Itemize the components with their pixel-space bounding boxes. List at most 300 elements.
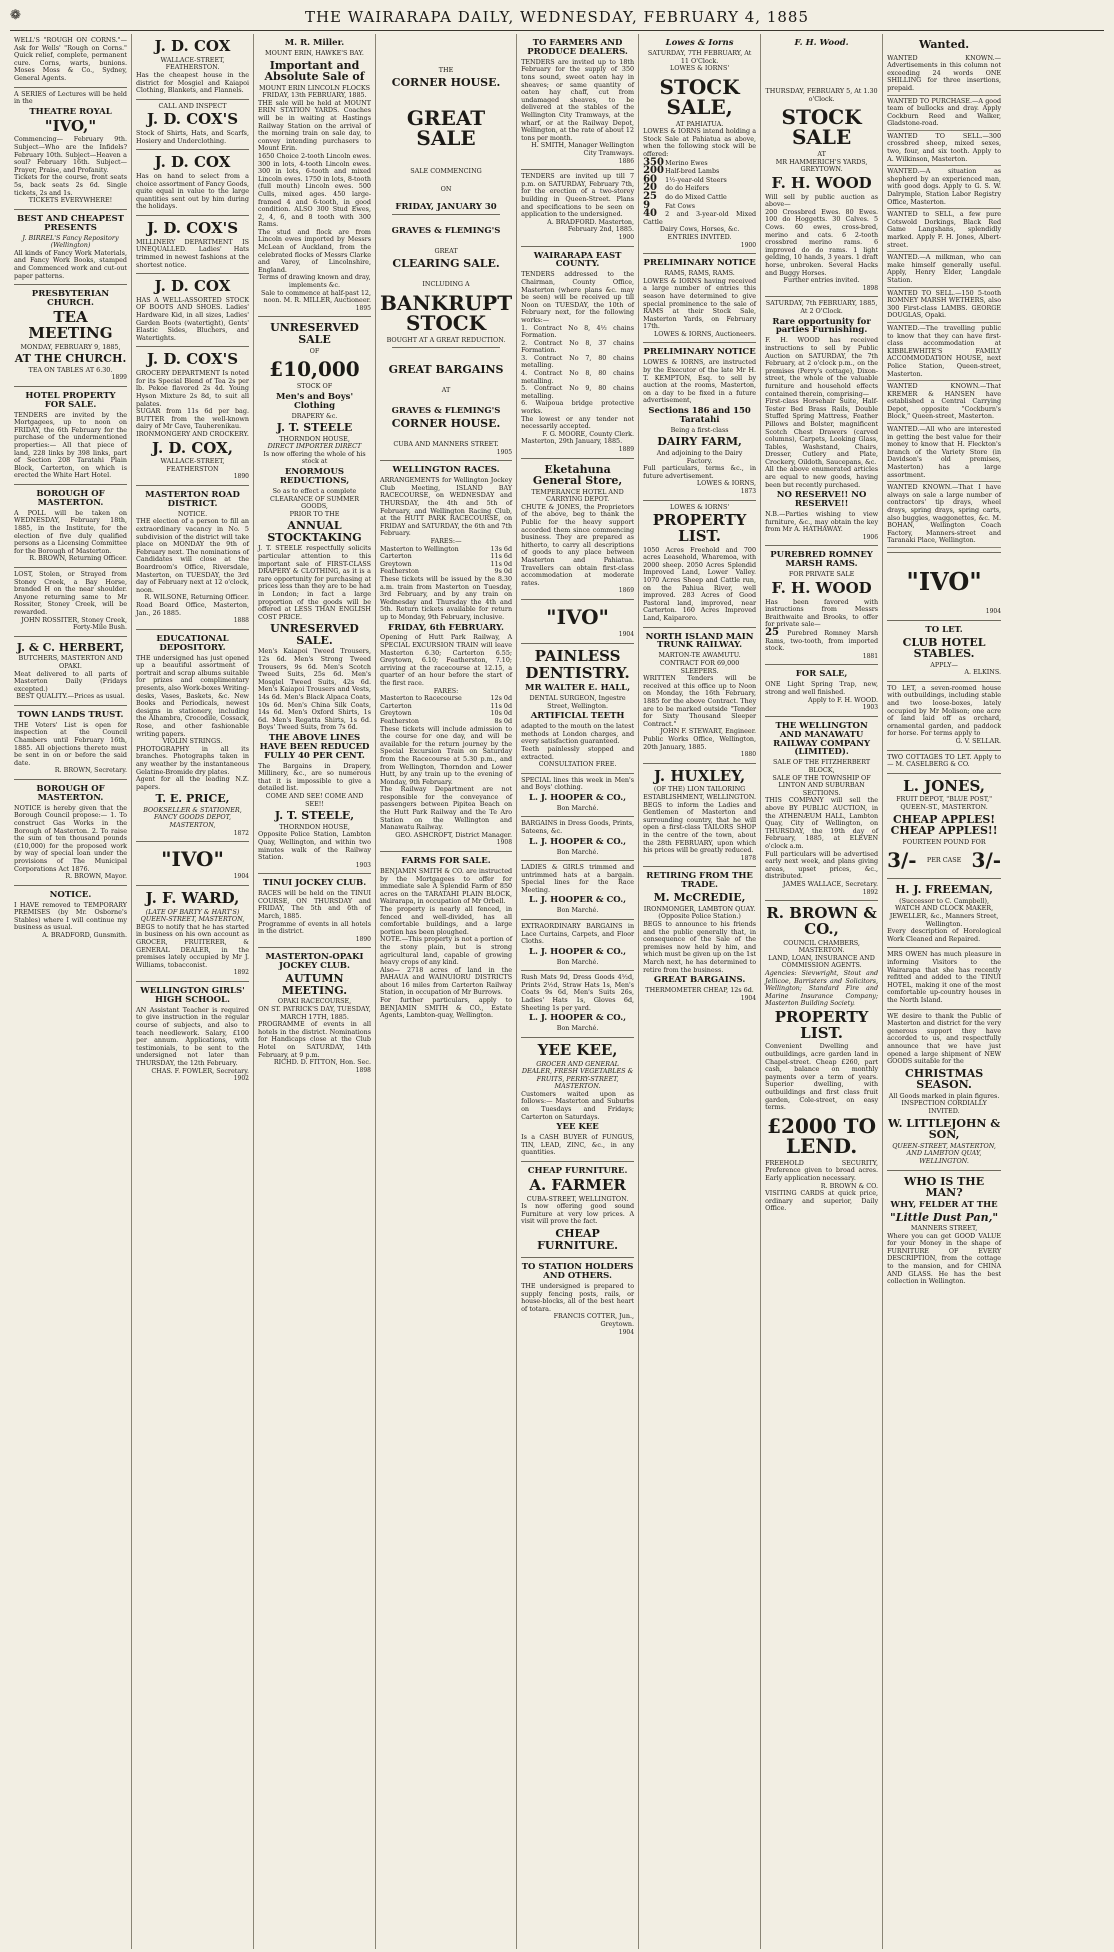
ad-text: These tickets will include admission to the course for one day, and will be available for the return journey by the Special Excursion Train on Saturday from the Racecourse at 5.30 p.m., and from Wellington, Thorndon and Lower Hutt, by any train up to the evening of Monday, 9th February. — [380, 724, 513, 786]
stock-count: 40 — [643, 208, 657, 220]
ad-text: All the above enumerated articles are equal to new goods, having been but recently purchased. — [765, 465, 879, 489]
column-1 — [10, 34, 132, 1949]
stock-row — [643, 210, 756, 226]
ad-number: 1898 — [862, 284, 879, 292]
ad-text: TENDERS addressed to the Chairman, County Office, Masterton (where plans &c. may be seen) will be received up till Noon on TUESDAY, the 10th of February next, for the following works:— — [521, 270, 635, 324]
ad-text: Full particulars, terms &c., in future advertisement. — [643, 464, 757, 480]
ad-text: Road Board Office, Masterton, Jan., 26 1885. — [136, 601, 249, 617]
column-7 — [761, 34, 883, 1949]
ad-signature: JAMES WALLACE, Secretary. — [782, 879, 879, 888]
ad-text: Also— 2718 acres of land in the PAHAUA and WAINUIORU DISTRICTS about 16 miles from Carterton Railway Station, in occupation of Mr Burrows. — [380, 965, 513, 997]
wanted-list — [887, 53, 1001, 548]
ad-heading: PRELIMINARY NOTICE — [643, 347, 756, 358]
ad-subheading: J. BIRREL'S Fancy Repository (Wellington) — [22, 233, 119, 250]
fare-row-cell: 12s 0d — [490, 694, 513, 703]
ad-freeman-watchmaker — [887, 879, 1001, 948]
fare-row-cell: Carterton — [380, 701, 412, 710]
ad-text: TICKETS EVERYWHERE! — [28, 196, 113, 205]
ad-heading: FOR SALE, — [795, 669, 848, 680]
ad-heading: MR WALTER E. HALL, — [525, 683, 631, 694]
ad-dentistry — [521, 644, 634, 774]
stock-row — [643, 167, 756, 176]
ad-subheading: THORNDON HOUSE, — [279, 822, 350, 831]
fare-row-cell: Masterton to Racecourse — [380, 694, 462, 703]
ad-heading: THEATRE ROYAL — [29, 106, 112, 117]
ad-text: Men's Kaiapoi Tweed Trousers, 12s 6d. Men's Strong Tweed Trousers, 9s 6d. Men's Scotch Tweed Suits, 25s 6d. Men's Mosgiel Tweed Suits, 42s 6d. Men's Kaiapoi Trousers and Vests, 14s 6d. Men's Black Alpaca Coats, 10s 6d. Men's China Silk Coats, 14s 6d. Men's Oxford Shirts, 1s 6d. Men's Regatta Shirts, 1s 6d. Boys' Tweed Suits, from 7s 6d. — [258, 647, 371, 732]
ad-signature: LOWES & IORNS, Auctioneers. — [654, 329, 757, 338]
ad-subheading: FOR PRIVATE SALE — [788, 570, 855, 579]
ad-subheading: FARES: — [433, 686, 459, 695]
ad-opaki-jockey — [258, 948, 371, 1078]
ad-ivo-3 — [521, 600, 634, 644]
ad-text: SATURDAY, 7TH FEBRUARY, At 11 O'Clock. — [647, 48, 752, 65]
ad-text: SATURDAY, 7th FEBRUARY, 1885, At 2 O'Clock. — [765, 299, 878, 315]
ad-text: ONE Light Spring Trap, new, strong and well finished. — [765, 680, 879, 696]
ad-heading: NORTH ISLAND MAIN TRUNK RAILWAY. — [645, 631, 754, 651]
ad-text: J. T. STEELE respectfully solicits particular attention to this important sale of FIRST-CLASS DRAPERY & CLOTHING, as it is a rare opportunity for purchasing at prices less than they are to be had in London; in fact a large proportion of the goods will be offered at LESS THAN ENGLISH COST PRICE. — [258, 544, 371, 621]
ad-text: BARGAINS in Dress Goods, Prints, Sateens, &c. — [521, 819, 635, 835]
ad-number: 1889 — [618, 446, 635, 453]
ad-subheading: Bon Marché. — [556, 906, 599, 915]
ad-text: All kinds of Fancy Work Materials, and Fancy Work Books, stamped and Commenced work and cut-out paper patterns. — [14, 248, 127, 280]
ad-heading: TINUI JOCKEY CLUB. — [262, 878, 367, 889]
ad-number: 1880 — [740, 751, 757, 759]
ad-number: 1908 — [496, 839, 513, 847]
ad-text: All Goods marked in plain figures. — [888, 1091, 1000, 1100]
ad-subheading: THORNDON HOUSE, — [279, 434, 350, 443]
ad-subheading: AT PAHIATUA. — [675, 119, 724, 128]
ad-heading: STOCK SALE — [781, 105, 862, 150]
ad-heading: UNRESERVED SALE — [270, 321, 359, 346]
ad-subheading: OPAKI RACECOURSE, — [277, 997, 352, 1006]
ad-text: BENJAMIN SMITH & CO. are instructed by the Mortgagees to offer for immediate sale A Splendid Farm of 850 acres on the TARATAHI PLAIN BLOCK, Wairarapa, in occupation of Mr Orbell. — [380, 866, 513, 906]
ad-text: LOWES & IORNS, are instructed by the Executor of the late Mr H. T. KEMPTON, Esq. to sell by auction at the rooms, Masterton, on a day to be fixed in a future advertisement, — [643, 358, 757, 405]
ad-heading: J. D. COX — [154, 277, 231, 296]
contract-item: 6. Waipoua bridge protective works. — [521, 399, 635, 416]
ad-subheading: RAMS, RAMS, RAMS. — [664, 269, 735, 278]
ad-yee-kee — [521, 1038, 634, 1162]
ad-text: I HAVE removed to TEMPORARY PREMISES (by Mr. Osborne's Stables) where I will continue my business as usual. — [14, 900, 127, 932]
ad-number: 1904 — [618, 631, 635, 638]
ad-subheading: BOOKSELLER & STATIONER, FANCY GOODS DEPOT, MASTERTON, — [143, 805, 242, 830]
ad-text: Customers waited upon as follows:— Masterton and Suburbs on Tuesdays and Fridays; Carterton on Saturdays. — [521, 1089, 635, 1121]
ad-heading: Lowes & Iorns — [665, 38, 734, 48]
ad-text: Has the cheapest house in the district for Mosgiel and Kaiapoi Clothing, Blankets, and Flannels. — [136, 70, 249, 95]
ad-text: Is now offering the whole of his stock at — [263, 449, 366, 466]
ad-text: Where you can get GOOD VALUE for your Money in the shape of FURNITURE OF EVERY DESCRIPTION, from the cottage to the mansion, and for CHINA AND GLASS. He has the best collection in Wellington. — [887, 1231, 1002, 1286]
ad-littlejohn — [887, 1010, 1001, 1171]
ad-text: WE desire to thank the Public of Masterton and district for the very generous support they have accorded to us, and respectfully announce that we have just opened a large shipment of NEW GOODS suitable for the — [887, 1011, 1002, 1066]
ad-number: 1869 — [618, 587, 635, 595]
wanted-item: WANTED KNOWN.—That KREMER & HANSEN have established a Central Carrying Depot, opposite "Cockburn's Block," Queen-street, Masterton. — [887, 381, 1001, 424]
ad-text: Tickets for the course, front seats 5s, back seats 2s 6d. Single tickets, 2s and 1s. — [14, 173, 127, 197]
fare-row-cell: 11s 6d — [490, 552, 513, 561]
ad-heading: PRELIMINARY NOTICE — [643, 258, 756, 269]
ad-text: Terms of drawing known and dray, implements &c. — [258, 273, 371, 290]
ad-text: Stock of Shirts, Hats, and Scarfs, Hosiery and Underclothing. — [136, 129, 249, 145]
wanted-item: WANTED.—A milkman, who can make himself generally useful. Apply, Henry Elder, Langdale Station. — [887, 252, 1001, 287]
ad-bradford-tender — [521, 170, 634, 246]
ad-herbert-butchers — [14, 637, 127, 706]
ad-heading: M. R. Miller. — [284, 38, 345, 48]
ad-text: Every description of Horological Work Cleaned and Repaired. — [887, 927, 1002, 943]
ad-subheading: MOUNT ERIN LINCOLN FLOCKS — [259, 83, 370, 92]
stock-count: 20 — [643, 182, 657, 194]
fares-table — [380, 546, 512, 576]
ad-text: adapted to the mouth on the latest methods at London charges, and every satisfaction guaranteed. — [521, 722, 635, 746]
ad-text: The property is nearly all fenced, in fenced and well-divided, has all comfortable buildings, and a large portion has been ploughed. — [380, 904, 513, 936]
ad-heading: F. H. Wood. — [794, 38, 849, 48]
ad-subheading: SALE OF THE FITZHERBERT BLOCK, — [772, 758, 871, 774]
ad-text: MONDAY, FEBRUARY 9, 1885, — [20, 342, 121, 351]
ad-heading: PROPERTY LIST. — [652, 511, 747, 545]
ad-heading: W. LITTLEJOHN & SON, — [887, 1116, 1001, 1142]
ad-text: AT — [817, 150, 826, 159]
ad-text: RACES will be held on the TINUI COURSE, ON THURSDAY and FRIDAY, The 5th and 6th of March, 1885. — [258, 889, 371, 921]
ad-text: Is now offering good sound Furniture at very low prices. A visit will prove the fact. — [521, 1202, 635, 1226]
ad-tramways-tender — [521, 34, 634, 170]
ad-number: 1904 — [740, 994, 757, 1002]
stock-description: Merino Ewes — [665, 158, 708, 167]
ad-heading: Sections 186 and 150 Taratahi — [648, 405, 751, 425]
ad-heading: WHY, FELDER AT THE — [890, 1199, 998, 1210]
ad-heading: A. FARMER — [529, 1175, 626, 1194]
ad-heading: L. JONES, — [903, 776, 985, 795]
ad-heading: R. BROWN & CO., — [766, 904, 877, 938]
ad-heading: WELLINGTON GIRLS' HIGH SCHOOL. — [140, 985, 245, 1005]
ad-brown-agents — [765, 901, 878, 1217]
ad-heading: F. H. WOOD — [771, 578, 872, 597]
ad-east-county — [521, 247, 634, 459]
ad-subheading: MR HAMMERICH'S YARDS, GREYTOWN. — [775, 157, 868, 174]
ad-text: CUBA AND MANNERS STREET. — [393, 440, 499, 449]
stock-description: 1½-year-old Steers — [665, 175, 727, 184]
ad-subheading: GROCER AND GENERAL DEALER, FRESH VEGETABLES & FRUITS, PERRY-STREET, MASTERTON. — [521, 1059, 634, 1091]
ad-text: TENDERS are invited by the Mortgagees, up to noon on FRIDAY, the 6th February for the purchase of the undermentioned properties:— All that piece of land, 228 links by 398 links, part of Section 208 Taratahi Plain Block, Carterton, on which is erected the White Hart Hotel. — [14, 410, 127, 480]
ad-number: 1903 — [862, 704, 879, 712]
ad-heading: EDUCATIONAL DEPOSITORY. — [156, 633, 229, 653]
wanted-item: WANTED.—The travelling public to know that they can have first-class accommodation at KIBBLEWHITE'S FAMILY ACCOMMODATION HOUSE, next Police Station, Queen-street, Masterton. — [887, 323, 1001, 381]
ad-text: THE undersigned is prepared to supply fencing posts, rails, or house-blocks, all of the best heart of totara. — [521, 1281, 635, 1313]
ad-subheading: CUBA-STREET, WELLINGTON. — [526, 1194, 629, 1203]
ad-number: 1899 — [111, 374, 127, 382]
ad-text: ON ST. PATRICK'S DAY, TUESDAY, MARCH 17TH, 1885. — [258, 1004, 371, 1021]
ad-text: Will sell by public auction as above— — [765, 192, 879, 209]
fare-row-cell: Carterton — [380, 552, 412, 561]
ad-tinui-hotel — [887, 948, 1001, 1009]
ad-signature: R. BROWN, Returning Officer. — [29, 554, 127, 563]
ad-hooper-1 — [521, 774, 634, 818]
ad-heading: GREAT BARGAINS — [388, 362, 504, 376]
fare-row-cell: Greytown — [380, 709, 412, 718]
column-8 — [883, 34, 1005, 1949]
ad-text: ON — [440, 184, 452, 193]
ad-text: LOWES & IORNS intend holding a Stock Sale at Pahiatua as above, when the following stock will be offered: — [643, 127, 757, 159]
ad-mccreedie — [643, 867, 756, 1006]
ad-mount-erin-sale — [258, 34, 371, 317]
ad-text: The lowest or any tender not necessarily accepted. — [521, 414, 635, 431]
fare-row-cell: 10s 0d — [490, 709, 513, 718]
ad-ward-grocer — [136, 886, 249, 982]
ad-farms-for-sale — [380, 852, 512, 1024]
ad-heading: MASTERTON ROAD DISTRICT. — [145, 490, 240, 509]
ad-heading: YEE KEE, — [537, 1040, 618, 1059]
contract-item: 5. Contract No 9, 80 chains metalling. — [521, 384, 635, 400]
ad-heading: WELLINGTON RACES. — [392, 465, 500, 476]
ad-signature: Sale to commence at half-past 12, noon. M. R. MILLER, Auctioneer. — [261, 288, 371, 305]
ad-heading: CLUB HOTEL STABLES. — [902, 635, 986, 661]
ad-text: BEGS to notify that he has started in business on his own account as GROCER, FRUITERER, & GENERAL DEALER, in the premises lately occupied by Mr J. Williams, tobacconist. — [136, 922, 249, 969]
ad-text: Being a first-class — [670, 425, 729, 434]
ad-little-dust-pan — [887, 1171, 1001, 1290]
ad-romney-rams — [765, 546, 878, 665]
ad-steele-unreserved — [258, 317, 371, 874]
case-per: PER CASE — [926, 855, 962, 864]
ad-text: TO LET, a seven-roomed house with outbuildings, including stable and two loose-boxes, lately occupied by Mr Molison; one acre of land laid off as orchard, ornamental garden, and paddock for horse. For terms apply to — [887, 683, 1002, 738]
ad-subheading: WALLACE-STREET, FEATHERSTON — [160, 457, 225, 473]
ad-text: First-class Horsehair Suite, Half-Tester Bed Brass Rails, Double Stuffed Spring Mattress, Feather Pillows and Bolster, magnificent Scotch Chest Drawers (carved columns), Carpets, Looking Glass, Tables, Washstand, Chairs, Dresser, Cutlery and Plate, Crockery, Oildoth, Saucepans, &c. — [765, 397, 879, 466]
ad-heading: STOCK SALE, — [659, 74, 740, 119]
ad-heading: "IVO" — [161, 847, 224, 872]
ad-heading: L. J. HOOPER & CO., — [529, 1013, 627, 1024]
ad-number: 1902 — [233, 1075, 249, 1083]
ad-road-board — [136, 486, 249, 630]
ad-heading: GRAVES & FLEMING'S — [391, 405, 501, 416]
ad-text: TENDERS are invited up till 7 p.m. on SATURDAY, February 7th, for the erection of a two-storey building in Queen-Street. Plans and specifications to be seen on application to the undersigned. — [521, 172, 635, 219]
ad-heading: CHEAP FURNITURE. — [537, 1227, 619, 1252]
ad-subheading: VIOLIN STRINGS. — [162, 737, 223, 746]
ad-borough-gas — [14, 780, 127, 886]
ad-text: MRS OWEN has much pleasure in informing Visitors to the Wairarapa that she has recently refitted and added to the TINUI HOTEL, making it one of the most comfortable up-country houses in the North Island. — [887, 950, 1002, 1005]
ad-text: GROCERY DEPARTMENT Is noted for its Special Blend of Tea 2s per lb. Pekoe flavored 2s 4d. Young Hyson Mixture 2s 8d, to suit all palates. — [136, 369, 249, 408]
ad-subheading: CONTRACT FOR 69,000 SLEEPERS. — [659, 658, 740, 675]
ad-text: THE — [438, 66, 454, 74]
stock-description: Half-bred Lambs — [665, 167, 720, 176]
ad-heading: H. J. FREEMAN, — [895, 883, 993, 897]
ad-subheading: Bon Marché. — [556, 957, 599, 966]
ad-wellington-races — [380, 461, 512, 852]
ad-heading: J. D. COX'S — [146, 350, 239, 369]
ad-number: 1904 — [618, 1328, 635, 1336]
ad-text: Opposite Police Station, Lambton Quay, Wellington, and within two minutes walk of the Railway Station. — [258, 830, 371, 862]
ad-count: 25 — [765, 627, 779, 639]
columns — [10, 34, 1104, 1949]
column-5 — [517, 34, 639, 1949]
ad-signature: A. BRADFORD, Gunsmith. — [42, 931, 127, 940]
ad-text: LOST, Stolen, or Strayed from Stoney Creek, a Bay Horse, branded H on the near shoulder. Anyone returning same to Mr Rossiter, Stoney Creek, will be rewarded. — [14, 570, 127, 616]
ad-signature: F. G. MOORE, County Clerk. — [542, 429, 635, 438]
ad-heading: T. E. PRICE, — [155, 792, 230, 806]
fare-row-cell: 11s 0d — [490, 559, 513, 568]
ad-number: 1890 — [233, 473, 249, 481]
ad-text: F. H. WOOD has received instructions to sell by Public Auction on SATURDAY, the 7th February, at 2 o'clock p.m., on the premises (Perry's cottage), Dixon-street, the whole of the valuable furniture and household effects contained therein, comprising— — [765, 336, 879, 398]
ad-furniture-sale — [765, 297, 878, 546]
ad-text: 1650 Choice 2-tooth Lincoln ewes. 300 in lots, 4-tooth Lincoln ewes. 300 in lots, 6-tooth and mixed Lincoln ewes. 1750 in lots, 8-tooth (full mouth) Lincoln ewes. 500 Culls, mixed ages. 450 large-framed 4 and 6-tooth, in good condition. ALSO 300 Stud Ewes, 2, 4, 6, and 8 tooth with 300 Rams. — [258, 151, 371, 229]
ad-hooper-2 — [521, 817, 634, 861]
ad-text: ARRANGEMENTS for Wellington Jockey Club Meeting, ISLAND BAY RACECOURSE, on WEDNESDAY and THURSDAY, the 4th and 5th of February, and Wellington Racing Club, at the HUTT PARK RACECOURSE, on FRIDAY and SATURDAY, the 6th and 7th February. — [380, 476, 513, 538]
ad-text: Masterton, 29th January, 1885. — [521, 437, 623, 446]
ad-heading: J. T. STEELE, — [274, 809, 355, 823]
ad-hooper-4 — [521, 920, 634, 971]
ad-heading: FARMS FOR SALE. — [401, 856, 491, 867]
ad-heading: "IVO" — [906, 566, 982, 596]
ad-heading: YEE KEE — [556, 1122, 599, 1133]
ad-subheading: MARTON-TE AWAMUTU. — [658, 651, 741, 660]
ad-text: Dairy Cows, Horses, &c. — [659, 225, 740, 234]
ad-text: Agent for all the leading N.Z. papers. — [136, 775, 249, 791]
ad-subheading: CALL AND INSPECT — [158, 101, 227, 110]
stock-count: 350 — [643, 156, 664, 168]
ad-text: FRIDAY, 13th FEBRUARY, 1885. — [262, 91, 367, 100]
ad-number: 1878 — [740, 854, 757, 862]
ad-subheading: (Successor to C. Campbell), WATCH AND CLOCK MAKER, JEWELLER, &c., Manners Street, Wellington. — [889, 896, 999, 928]
ad-heading: J. D. COX'S — [146, 218, 239, 237]
ad-heading: BOROUGH OF MASTERTON. — [36, 783, 105, 803]
wanted-item: WANTED.—A situation as shepherd by an experienced man, with good dogs. Apply to G. S. W. Dalrymple, Station Labor Registry Office, Masterton. — [887, 166, 1001, 209]
ad-heading: M. McCREDIE, — [653, 891, 746, 905]
ad-text: Is a CASH BUYER of FUNGUS, TIN, LEAD, ZINC, &c., in any quantities. — [521, 1133, 635, 1157]
ad-text: PHOTOGRAPHY in all its branches. Photographs taken in any weather by the instantaneous Gelatine-Bromide dry plates. — [136, 744, 249, 776]
ad-text: A POLL will be taken on WEDNESDAY, February 18th, 1885, in the Institute, for the election of five duly qualified persons as a Licensing Committee for the Borough of Masterton. — [14, 508, 127, 555]
ad-text: Commencing— February 9th. Subject—Who are the Infidels? February 10th. Subject—Heaven a soul? February 16th. Subject—Prayer, Praise, and Profanity. — [14, 135, 127, 174]
column-6 — [639, 34, 761, 1949]
ad-text: The Bargains in Drapery, Millinery, &c., are so numerous that it is impossible to give a detailed list. — [258, 761, 371, 793]
ad-heading: J. D. COX — [154, 37, 231, 55]
ad-heading: J. F. WARD, — [145, 888, 240, 907]
ad-subheading: Bon Marché. — [556, 1024, 599, 1033]
ad-signature: R. BROWN, Secretary. — [54, 766, 127, 775]
contract-item: 1. Contract No 8, 4½ chains Formation. — [521, 323, 635, 340]
ad-text: SALE COMMENCING — [410, 167, 482, 176]
ad-wanted-column — [887, 34, 1001, 553]
ad-birrel-fancy — [14, 210, 127, 285]
ad-text: CONSULTATION FREE. — [538, 760, 617, 769]
stock-count: 200 — [643, 165, 664, 177]
ad-number: 1905 — [496, 448, 513, 456]
ad-text: BOUGHT AT A GREAT REDUCTION. — [386, 335, 506, 344]
column-3 — [254, 34, 376, 1949]
ad-cox-fancy — [136, 150, 249, 216]
ad-heading: DENTISTRY. — [525, 664, 630, 683]
ad-subheading: FARES:— — [430, 536, 462, 545]
ad-heading: THE WELLINGTON AND MANAWATU RAILWAY COMPANY (LIMITED). — [773, 720, 871, 758]
ad-signature: CHAS. F. FOWLER, Secretary. — [151, 1066, 249, 1075]
ad-subheading: BUTCHERS, MASTERTON AND OPAKI. — [18, 654, 123, 670]
ad-heading: AUTUMN MEETING. — [281, 972, 348, 997]
column-2 — [132, 34, 254, 1949]
page-corner-mark: ❁ — [10, 8, 22, 23]
ad-text: BEGS to inform the Ladies and Gentlemen of Masterton and surrounding country, that he will open a first-class TAILORS SHOP in the centre of the town, about the 28th FEBRUARY, upon which his prices will be greatly reduced. — [643, 800, 757, 855]
masthead — [10, 8, 1104, 31]
ad-text: LOWES & IORNS having received a large number of entries this season have determined to give special prominence to the sale of RAMS at their Stock Sale, Masterton Yards, on February 17th. — [643, 276, 757, 331]
ad-signature: A. ELKINS. — [964, 668, 1002, 677]
contract-item: 4. Contract No 8, 80 chains metalling. — [521, 369, 635, 385]
ad-text: BEGS to announce to his friends and the public generally that, in consequence of the Sale of the premises now held by him, and which must be given up on the 1st March next, he has determined to retire from the business. — [643, 919, 757, 974]
ad-heading: J. D. COX, — [152, 438, 233, 457]
ad-subheading: TEMPERANCE HOTEL AND CARRYING DEPOT. — [531, 487, 624, 504]
wanted-item: WANTED TO SELL.—300 crossbred sheep, mixed sexes, two, four, and six tooth. Apply to A. Wilkinson, Masterton. — [887, 131, 1001, 166]
ad-girls-high-school — [136, 982, 249, 1087]
ad-number: 1892 — [862, 888, 879, 896]
fare-row-cell: 8s 0d — [494, 716, 513, 725]
ad-heading: GRAVES & FLEMING'S — [391, 226, 501, 237]
ad-text: ENTRIES INVITED. — [667, 233, 732, 242]
ad-heading: J. & C. HERBERT, — [16, 640, 125, 654]
ad-text: GREAT — [434, 247, 458, 256]
ad-text: 1050 Acres Freehold and 700 acres Leasehold, Wharemoa, with 2000 sheep. 2050 Acres Splendid Improved Land, Lower Valley. 1070 Acres Sheep and Cattle run, on the Pahiua River, well improved. 283 Acres of Good Pastoral land, improved, near Carterton. 160 Acres Improved Land, Kaiparoro. — [643, 545, 757, 622]
ad-heading: L. J. HOOPER & CO., — [529, 792, 627, 803]
ad-pahiatua-stock-sale — [643, 34, 756, 254]
ad-hooper-3 — [521, 861, 634, 920]
ad-text: TEA ON TABLES AT 6.30. — [28, 365, 113, 374]
ad-text: THE undersigned has just opened up a beautiful assortment of portrait and scrap albums suitable for prizes and complimentary presents, also Work-boxes Writing-desks, Vases, Baskets, &c. New Books and Periodicals, newest designs in stationery, including the Alhambra, Crocodile, Cossack, Rose, and other fashionable writing papers. — [136, 653, 249, 738]
ad-subheading: MANNERS STREET, — [910, 1224, 978, 1233]
ad-heading: J. D. COX'S — [146, 110, 239, 129]
fare-row-cell: 11s 0d — [490, 701, 513, 710]
ad-text: DRAPERY &c. — [291, 411, 338, 420]
ad-ivo-2 — [136, 842, 249, 886]
ad-heading: NO RESERVE!! NO RESERVE!! — [776, 490, 867, 510]
stock-row — [643, 184, 756, 193]
ad-heading: TO STATION HOLDERS AND OTHERS. — [521, 1262, 634, 1282]
stock-row — [643, 193, 756, 202]
ad-greytown-stock-sale — [765, 34, 878, 297]
contract-item: 3. Contract No 7, 80 chains metalling. — [521, 353, 635, 370]
stock-description: 2 and 3-year-old Mixed Cattle — [643, 210, 757, 226]
ad-heading: FRIDAY, JANUARY 30 — [395, 202, 497, 213]
ad-text: APPLY— — [930, 660, 958, 669]
ad-number: 1906 — [862, 533, 879, 541]
ad-cox-grocery — [136, 347, 249, 486]
ad-signature: JOHN ROSSITER, Stoney Creek, Forty-Mile Bush. — [21, 615, 127, 632]
ad-text: WRITTEN Tenders will be received at this office up to Noon on Monday, the 16th February, 1885 for the above Contract. They are to be marked outside "Tender for Sixty Thousand Sleeper Contract." — [643, 674, 757, 728]
ad-text: Full particulars will be advertised early next week, and plans giving areas, upset prices, &c., distributed. — [765, 849, 879, 881]
ad-rough-on-corns — [14, 34, 127, 88]
apple-prices — [887, 846, 1001, 874]
ad-number: 1873 — [740, 487, 757, 495]
ad-heading: Important and Absolute Sale of — [264, 58, 365, 84]
ad-text: COME AND SEE! COME AND SEE!! — [265, 792, 364, 808]
ad-cottages — [887, 751, 1001, 774]
ad-hooper-5 — [521, 971, 634, 1037]
ad-cox-boots — [136, 274, 249, 347]
stock-list — [643, 156, 757, 227]
ad-text: AT — [441, 386, 451, 395]
ad-heading: J. T. STEELE — [276, 421, 353, 435]
ad-subheading: NOTICE. — [177, 509, 208, 518]
ad-number: 1904 — [985, 607, 1002, 615]
ad-house-to-let — [887, 682, 1001, 751]
ad-heading: TEA MEETING — [28, 308, 113, 342]
stock-count: 60 — [643, 173, 657, 185]
wanted-item: WANTED.—All who are interested in getting the best value for their money to know that H. Fleckton's branch of the Variety Store (in Davidson's old premises, Masterton) has a large assortment. — [887, 424, 1001, 482]
ad-heading: Men's and Boys' Clothing — [275, 391, 354, 411]
ad-text: PRIOR TO THE — [289, 509, 340, 518]
wanted-item: WANTED KNOWN.—Advertisements in this column not exceeding 24 words ONE SHILLING for three insertions, prepaid. — [887, 53, 1001, 96]
ad-heading: DAIRY FARM, — [657, 435, 742, 449]
ad-heading: BEST AND CHEAPEST PRESENTS — [17, 213, 124, 233]
fare-row-cell: Greytown — [380, 559, 412, 568]
ad-signature: Apply to F. H. WOOD. — [808, 695, 879, 704]
ad-text: BEST QUALITY.—Prices as usual. — [16, 692, 125, 701]
ad-signature: LOWES & IORNS, — [696, 479, 757, 488]
fare-row-cell: Masterton to Wellington — [380, 544, 459, 553]
contract-item: 2. Contract No 8, 37 chains Formation. — [521, 338, 635, 355]
ad-heading: CLEARING SALE. — [392, 256, 500, 270]
ad-hotel-property — [14, 387, 127, 485]
ad-heading: ANNUAL STOCKTAKING — [267, 519, 362, 544]
ad-heading: L. J. HOOPER & CO., — [529, 946, 627, 957]
